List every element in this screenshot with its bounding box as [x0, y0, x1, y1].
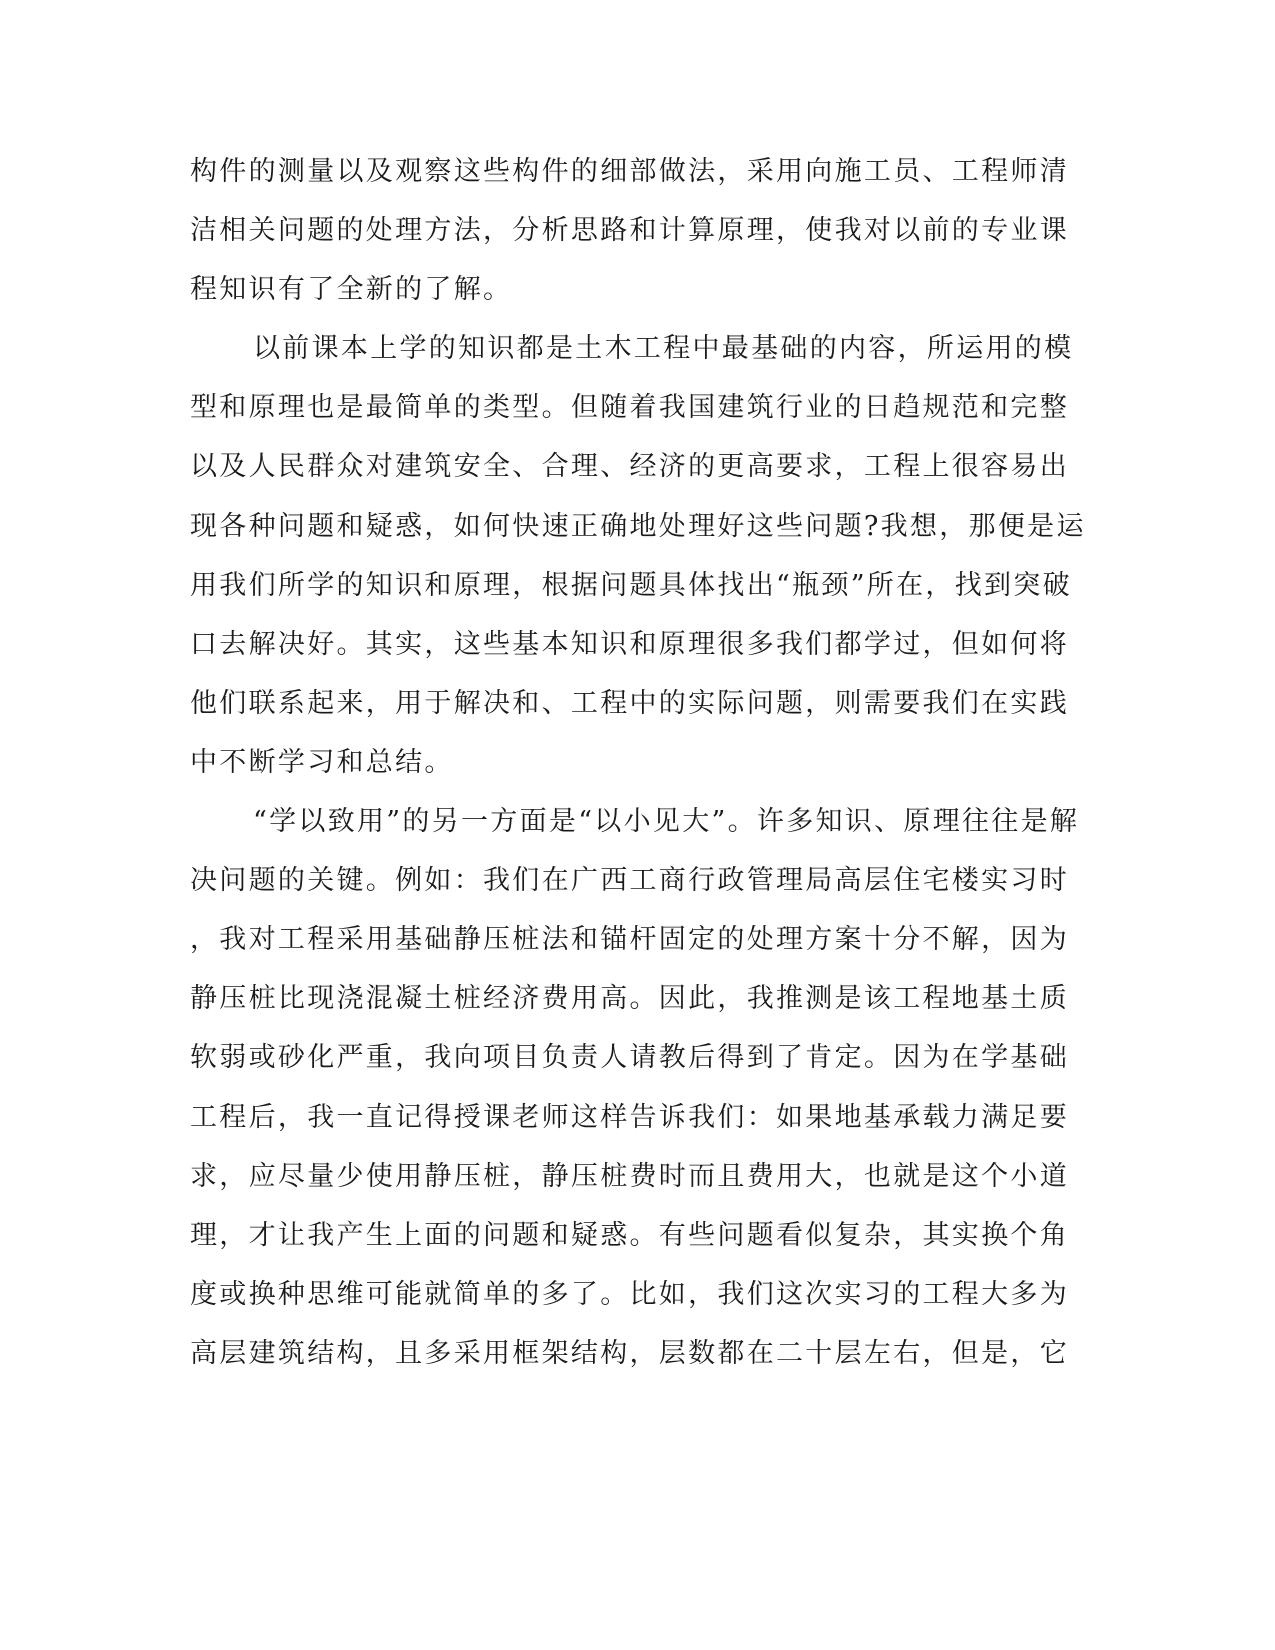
- text-line: 现各种问题和疑惑，如何快速正确地处理好这些问题?我想，那便是运: [190, 510, 1086, 542]
- text-line: 程知识有了全新的了解。: [190, 274, 513, 306]
- text-line: 度或换种思维可能就简单的多了。比如，我们这次实习的工程大多为: [190, 1278, 1069, 1310]
- text-line: 求，应尽量少使用静压桩，静压桩费时而且费用大，也就是这个小道: [190, 1160, 1069, 1192]
- text-line: 口去解决好。其实，这些基本知识和原理很多我们都学过，但如何将: [190, 628, 1069, 660]
- paragraph-first-line: 以前课本上学的知识都是土木工程中最基础的内容，所运用的模: [253, 333, 1074, 365]
- text-line: 他们联系起来，用于解决和、工程中的实际问题，则需要我们在实践: [190, 687, 1069, 719]
- text-line: 决问题的关键。例如：我们在广西工商行政管理局高层住宅楼实习时: [190, 865, 1069, 897]
- paragraph-first-line: “学以致用”的另一方面是“以小见大”。许多知识、原理往往是解: [253, 806, 1080, 838]
- text-line: 型和原理也是最简单的类型。但随着我国建筑行业的日趋规范和完整: [190, 392, 1069, 424]
- text-line: 静压桩比现浇混凝土桩经济费用高。因此，我推测是该工程地基土质: [190, 983, 1069, 1015]
- text-line: 理，才让我产生上面的问题和疑惑。有些问题看似复杂，其实换个角: [190, 1219, 1069, 1251]
- text-line: 用我们所学的知识和原理，根据问题具体找出“瓶颈”所在，找到突破: [190, 569, 1072, 601]
- text-line: 高层建筑结构，且多采用框架结构，层数都在二十层左右，但是，它: [190, 1337, 1069, 1369]
- text-line: 软弱或砂化严重，我向项目负责人请教后得到了肯定。因为在学基础: [190, 1042, 1069, 1074]
- text-line: 中不断学习和总结。: [190, 746, 454, 778]
- text-line: ，我对工程采用基础静压桩法和锚杆固定的处理方案十分不解，因为: [190, 924, 1069, 956]
- text-line: 洁相关问题的处理方法，分析思路和计算原理，使我对以前的专业课: [190, 215, 1069, 247]
- body-text: [190, 142, 1086, 1383]
- text-line: 构件的测量以及观察这些构件的细部做法，采用向施工员、工程师清: [190, 156, 1069, 187]
- text-line: 工程后，我一直记得授课老师这样告诉我们：如果地基承载力满足要: [190, 1101, 1069, 1133]
- text-line: 以及人民群众对建筑安全、合理、经济的更高要求，工程上很容易出: [190, 451, 1069, 483]
